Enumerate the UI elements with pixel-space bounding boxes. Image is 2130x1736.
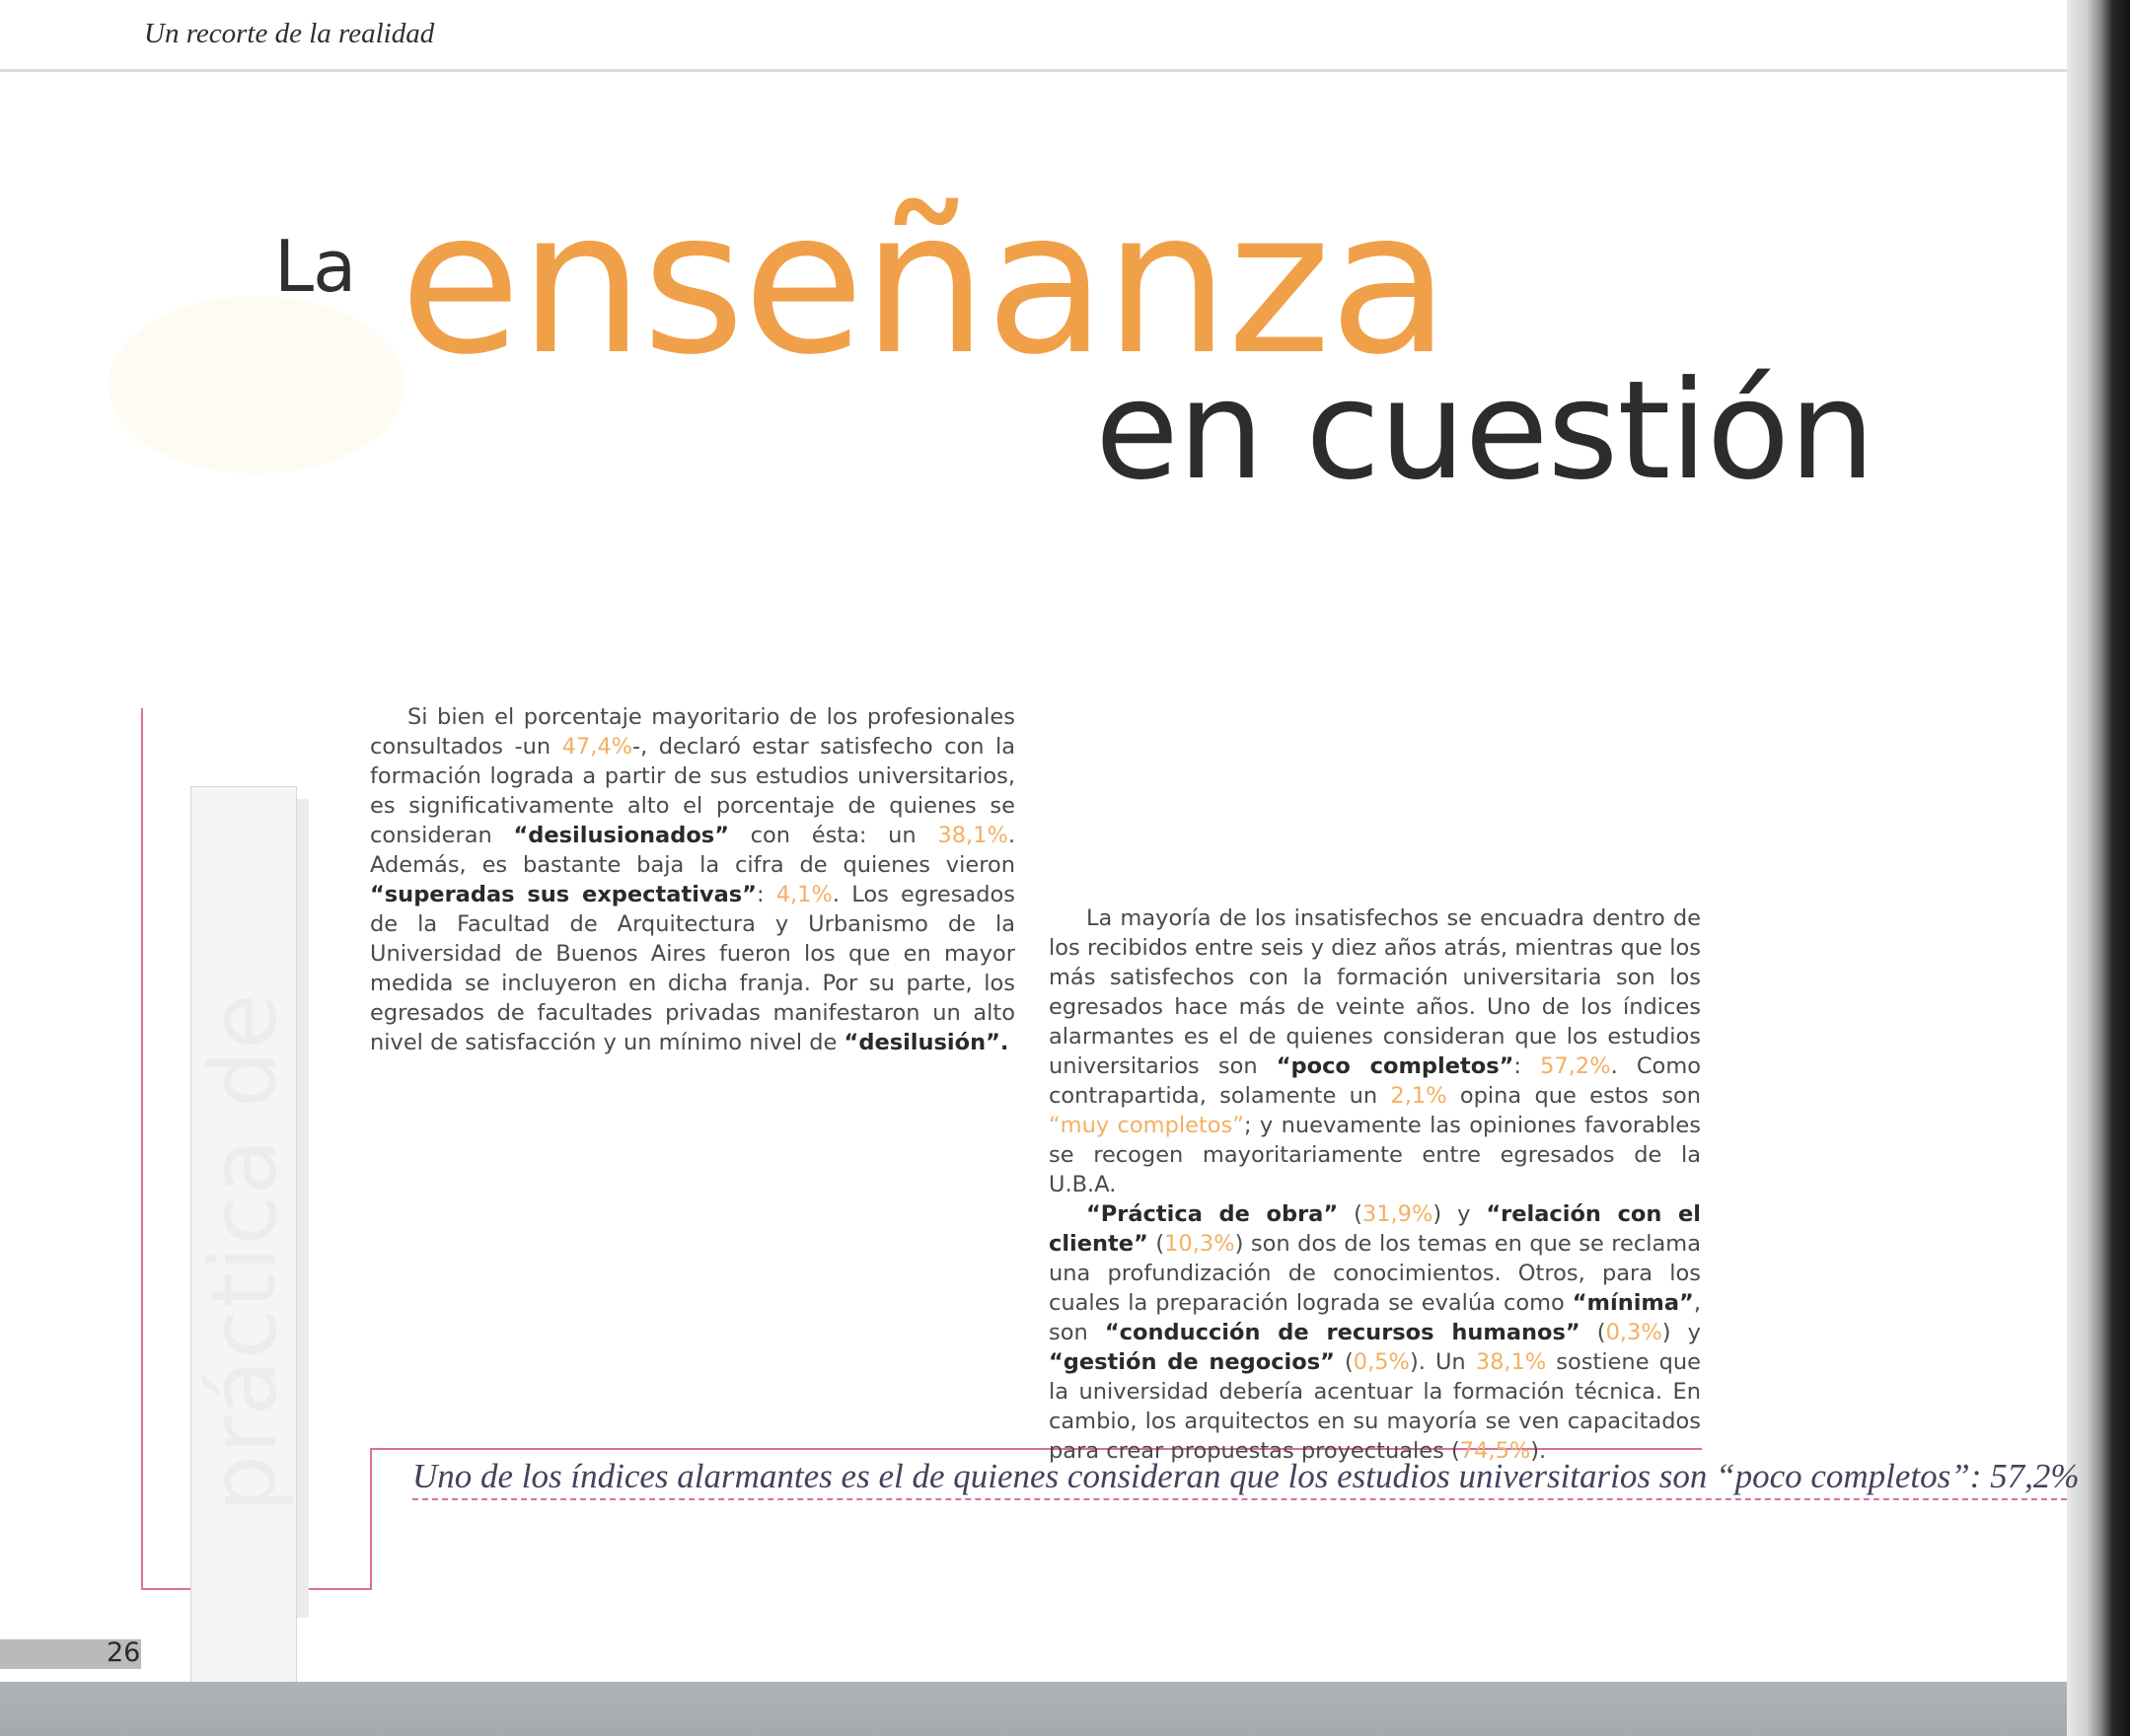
text: opina que estos son <box>1446 1083 1701 1109</box>
side-bar-shadow <box>297 799 309 1618</box>
bold-term: “relación con el cliente” <box>1049 1201 1701 1257</box>
text: -, declaró estar satisfecho con la formación lograda a partir de sus estudios universitarios, es significativamente alto el porcentaje de quienes se consideran <box>370 734 1015 848</box>
paragraph <box>1049 904 1701 1199</box>
text: ) y <box>1432 1201 1487 1227</box>
text: La mayoría de los insatisfechos se encuadra dentro de los recibidos entre seis y diez años atrás, mientras que los más satisfechos con la formación universitaria son los egresados hace más de veinte años. Uno de los índices alarmantes es el de quienes consideran que los estudios universitarios son <box>1049 905 1701 1079</box>
text: ) y <box>1661 1320 1701 1345</box>
header-rule <box>0 69 2067 72</box>
bold-term: “superadas sus expectativas” <box>370 882 757 907</box>
percentage: 10,3% <box>1164 1231 1235 1257</box>
bold-term: “desilusión”. <box>844 1030 1009 1055</box>
decorative-blob <box>109 296 404 473</box>
text: ( <box>1334 1349 1354 1375</box>
paragraph <box>370 702 1015 1057</box>
text: Si bien el porcentaje mayoritario de los profesionales consultados -un <box>370 704 1015 760</box>
pull-quote: Uno de los índices alarmantes es el de quienes consideran que los estudios universitarios son “poco completos”: 57,2% <box>412 1457 2080 1495</box>
text: ). Un <box>1409 1349 1476 1375</box>
page-title: enseñanza <box>400 169 1448 398</box>
title-article: La <box>274 225 356 308</box>
percentage: 74,5% <box>1459 1438 1531 1464</box>
text: . Además, es bastante baja la cifra de quienes vieron <box>370 823 1016 878</box>
text: ( <box>1147 1231 1165 1257</box>
text: , son <box>1049 1290 1701 1345</box>
side-vertical-text: práctica de <box>190 992 297 1513</box>
text: ) son dos de los temas en que se reclama una profundización de conocimientos. Otros, para los cuales la preparación lograda se evalúa como <box>1049 1231 1701 1316</box>
text: : <box>756 882 776 907</box>
text: sostiene que la universidad debería acentuar la formación técnica. En cambio, los arquitectos en su mayoría se ven capacitados para crear propuestas proyectuales ( <box>1049 1349 1701 1464</box>
percentage: 31,9% <box>1361 1201 1433 1227</box>
text: . Los egresados de la Facultad de Arquitectura y Urbanismo de la Universidad de Buenos Aires fueron los que en mayor medida se incluyeron en dicha franja. Por su parte, los egresados de facultades privadas manifestaron un alto nivel de satisfacción y un mínimo nivel de <box>370 882 1015 1055</box>
body-column-2 <box>1049 904 1701 1466</box>
percentage: 38,1% <box>937 823 1008 848</box>
text: ( <box>1579 1320 1606 1345</box>
text: . Como contrapartida, solamente un <box>1049 1053 1702 1109</box>
bold-term: “desilusionados” <box>513 823 729 848</box>
text: ( <box>1338 1201 1362 1227</box>
page-subtitle: en cuestión <box>1095 351 1874 510</box>
footer-bar <box>0 1682 2067 1736</box>
bold-term: “Práctica de obra” <box>1086 1201 1339 1227</box>
highlight-term: “muy completos” <box>1049 1113 1244 1138</box>
bold-term: “gestión de negocios” <box>1049 1349 1335 1375</box>
text: ; y nuevamente las opiniones favorables se recogen mayoritariamente entre egresados de la U.B.A. <box>1049 1113 1701 1197</box>
quote-vertical-rule <box>370 1448 372 1590</box>
text: : <box>1513 1053 1541 1079</box>
percentage: 57,2% <box>1540 1053 1611 1079</box>
section-header: Un recorte de la realidad <box>144 18 435 49</box>
percentage: 4,1% <box>775 882 833 907</box>
text: con ésta: un <box>728 823 938 848</box>
body-column-1 <box>370 702 1015 1057</box>
percentage: 47,4% <box>561 734 633 760</box>
percentage: 2,1% <box>1390 1083 1447 1109</box>
bold-term: “poco completos” <box>1276 1053 1514 1079</box>
percentage: 0,3% <box>1605 1320 1662 1345</box>
pink-vertical-rule <box>141 708 143 1590</box>
text: ). <box>1530 1438 1547 1464</box>
pull-quote-underline <box>412 1498 2067 1500</box>
percentage: 0,5% <box>1353 1349 1410 1375</box>
percentage: 38,1% <box>1475 1349 1547 1375</box>
page-number: 26 <box>107 1637 141 1668</box>
bold-term: “conducción de recursos humanos” <box>1104 1320 1580 1345</box>
paragraph <box>1049 1199 1701 1466</box>
bold-term: “mínima” <box>1572 1290 1694 1316</box>
